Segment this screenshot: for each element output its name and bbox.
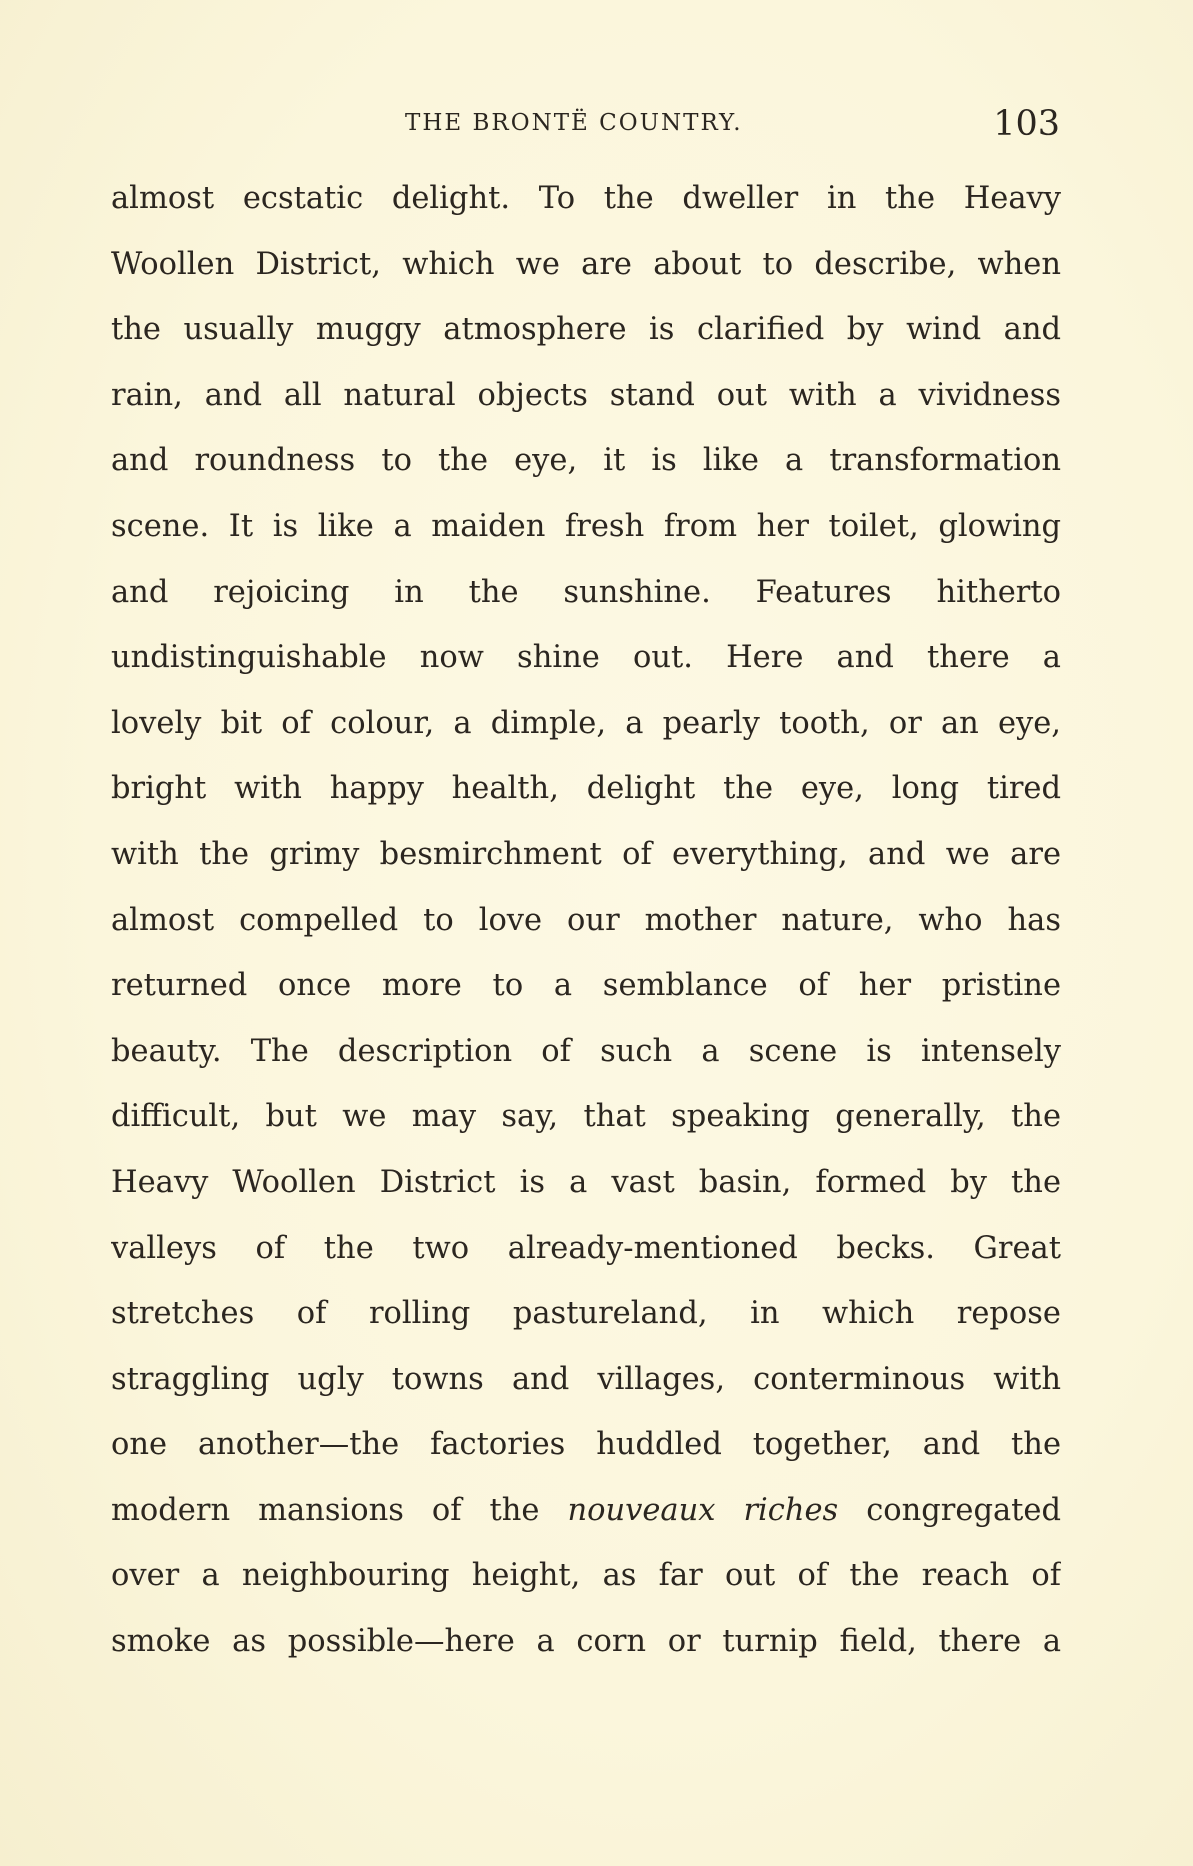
text-line: over a neighbouring height, as far out of the reach of	[111, 1558, 1061, 1594]
text-line: one another—the factories huddled together, and the	[111, 1427, 1061, 1463]
text-line: almost ecstatic delight. To the dweller in the Heavy	[111, 181, 1061, 216]
text-line: valleys of the two already-mentioned becks. Great	[111, 1230, 1061, 1266]
italic-phrase: nouveaux riches	[567, 1492, 839, 1528]
text-line: Woollen District, which we are about to describe, when	[111, 246, 1061, 282]
line-text-after: congregated	[838, 1492, 1061, 1528]
text-line: scene. It is like a maiden fresh from her toilet, glowing	[111, 508, 1061, 544]
text-line: rain, and all natural objects stand out with a vividness	[111, 377, 1061, 413]
text-line: lovely bit of colour, a dimple, a pearly tooth, or an eye,	[111, 705, 1061, 741]
text-line: undistinguishable now shine out. Here and there a	[111, 640, 1061, 676]
text-line-with-italic	[111, 1478, 1061, 1544]
running-head	[110, 104, 1060, 148]
text-line: straggling ugly towns and villages, conterminous with	[111, 1361, 1061, 1397]
text-line: almost compelled to love our mother nature, who has	[111, 902, 1061, 938]
line-text-before: modern mansions of the	[111, 1492, 568, 1528]
text-line: beauty. The description of such a scene is intensely	[111, 1033, 1061, 1069]
text-line: and roundness to the eye, it is like a transformation	[111, 443, 1061, 479]
text-line: bright with happy health, delight the eye, long tired	[111, 771, 1061, 807]
body-text	[111, 166, 1061, 1675]
text-line: difficult, but we may say, that speaking generally, the	[111, 1099, 1061, 1135]
text-line: and rejoicing in the sunshine. Features hitherto	[111, 574, 1061, 610]
text-line: stretches of rolling pastureland, in which repose	[111, 1296, 1061, 1332]
text-line: smoke as possible—here a corn or turnip field, there a	[111, 1624, 1061, 1660]
text-line: the usually muggy atmosphere is clarified by wind and	[111, 312, 1061, 348]
text-line: with the grimy besmirchment of everything, and we are	[111, 836, 1061, 872]
running-title: THE BRONTË COUNTRY.	[405, 110, 743, 136]
text-line: returned once more to a semblance of her pristine	[111, 968, 1061, 1004]
page-number: 103	[993, 104, 1060, 144]
text-line: Heavy Woollen District is a vast basin, formed by the	[111, 1164, 1061, 1200]
